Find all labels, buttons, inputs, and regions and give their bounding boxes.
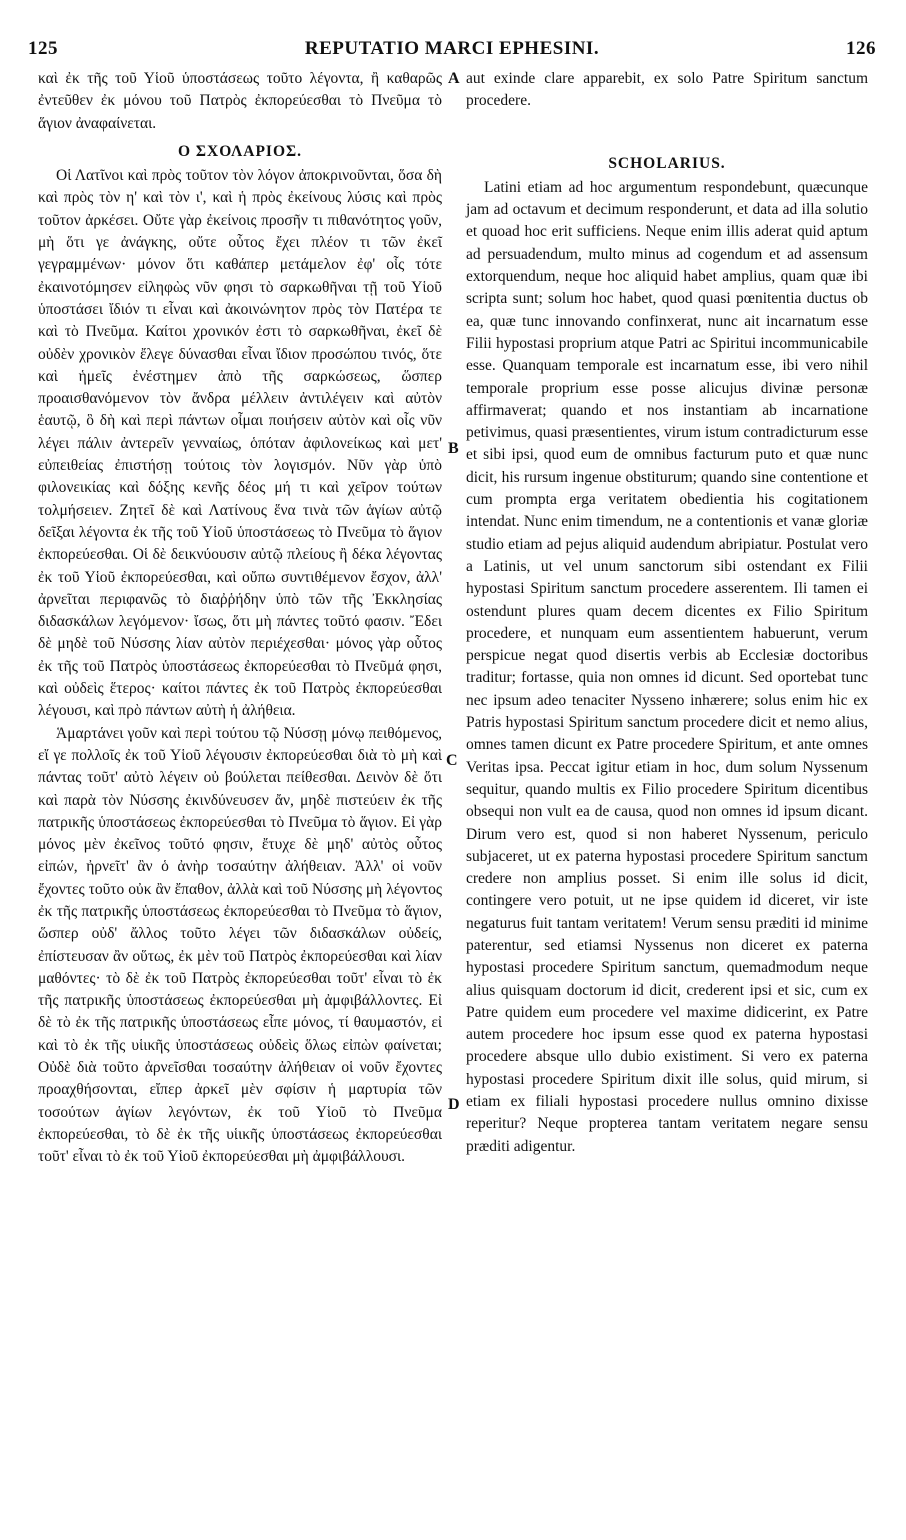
- greek-paragraph-2: Ἁμαρτάνει γοῦν καὶ περὶ τούτου τῷ Νύσσῃ μόνῳ πειθόμενος, εἴ γε πολλοῖς ἐκ τοῦ Υἱοῦ λέγουσιν ἐκπορεύεσθαι διὰ τὸ μὴ καὶ πάντας τοῦτ' αὐτὸ λέγειν οὐ βούλεται πείθεσθαι. Δεινὸν δὲ ὅτι καὶ παρὰ τὸν Νύσσης ἐκινδύνευσεν ἄν, μηδὲ πιστεύειν ἐκ τῆς πατρικῆς ὑποστάσεως ἐκπορεύεσθαι τὸ Πνεῦμα τὸ ἅγιον. Εἰ γὰρ μόνος μὲν ἐκεῖνος τοῦτό φησιν, ἔτυχε δὲ μηδ' αὐτὸς οὗτος εἰπών, ἠρνεῖτ' ἂν ὁ ἀνὴρ τοσαύτην ἀλήθειαν. Ἀλλ' οἱ νοῦν ἔχοντες τοῦτο οὐκ ἂν ἔπαθον, ἀλλὰ καὶ τοῦ Νύσσης μὴ λέγοντος ἐκ τῆς πατρικῆς ὑποστάσεως ἐκπορεύεσθαι τὸ Πνεῦμα τὸ ἅγιον, ὥσπερ οὐδ' ἄλλος τοῦτο λέγει τῶν διδασκάλων οὐδείς, ἐπίστευσαν ἂν οὕτως, ἐκ μὲν τοῦ Πατρὸς ἐκπορεύεσθαι καὶ λίαν μαθόντες· τὸ δὲ ἐκ τοῦ Πατρὸς ἐκπορεύεσθαι τοῦτ' εἶναι τὸ ἐκ τῆς πατρικῆς ὑποστάσεως ἐκπορεύεσθαι μὴ ἀμφιβάλλοντες. Εἰ δὲ τὸ ἐκ τῆς πατρικῆς ὑποστάσεως εἶπε μόνος, τί θαυμαστόν, εἰ καὶ τὸ ἐκ τῆς υἱικῆς ὑποστάσεως οὐδεὶς ὅλως εἰπὼν φαίνεται; Οὐδὲ διὰ τοῦτο ἀρνεῖσθαι τοσαύτην ἀλήθειαν οἱ νοῦν ἔχοντες προαχθήσονται, εἴπερ ἀρκεῖ μὲν σφίσιν ἡ μαρτυρία τῶν τοσούτων ἁγίων λεγόντων, ἐκ τοῦ Υἱοῦ τὸ Πνεῦμα ἐκπορεύεσθαι, τὸ δὲ ἐκ τῆς υἱικῆς ὑποστάσεως ἐκπορεύεσθαι τοῦτ' εἶναι τὸ ἐκ τοῦ Υἱοῦ ἐκπορεύεσθαι μὴ ἀμφιβάλλουσι.: [38, 724, 442, 1166]
- margin-letter-c: C: [446, 752, 458, 769]
- latin-paragraph-1: Latini etiam ad hoc argumentum respondebunt, quæcunque jam ad octavum et decimum responderunt, et data ad illa solutio et quoad hoc erit sufficiens. Neque enim illis aderat quid aptum ad persuadendum, multo minus ad cogendum et ad assensum extorquendum, neque hoc aliquid habet amplius, quam quæ ibi scripta sunt; solum hoc habet, quod quasi pœnitentia ductus ob ea, quæ tunc innovando confinxerat, nunc ait incarnatum esse Filii hypostasi proprium atque Patri ac Spiritui incommunicabile esse. Quanquam temporale est incarnatum esse, ibi vero nihil temporale proprium esse posse alicujus divinæ personæ affirmaverat; quando et nos instantiam ab incarnatione petivimus, quasi præsentientes, virum istum contradicturum esse et sibi ipsi, quod eum de omnibus facturum puto et quæ nunc dicit, his rursum ingenue obstiturum; quando sine contentione et cum prompta erga veritatem obedientia his cogitationem intendat. Nunc enim timendum, ne a contentionis et vanæ gloriæ studio etiam ad pejus aliquid audendum abripiatur. Postulat vero a Latinis, ut vel unum sanctorum sibi ostendant ex Filii hypostasi Spiritum sanctum procedere asserentem. Ili tamen ei ostendunt plures quam decem dicentes ex Filio Spiritum procedere, et nunquam eum assentientem habuerunt, verum perspicue negat quod disertis verbis ab Ecclesiæ doctoribus traditur; fortasse, quia non omnes id dicunt. Sed oportebat tunc nec ipsum adeo tenaciter Nysseno inhærere; solus enim hic ex Patris hypostasi Spiritum sanctum procedere dicit et nemo alius, omnes tamen dicunt ex Patre procedere Spiritum, et ante omnes Veritas ipsa. Peccat igitur etiam in hoc, dum solum Nyssenum sequitur, quando multis ex Filio procedere Spiritum dicentibus obsequi non vult ea de causa, quod non omnes id ipsum dicant. Dirum vero est, quod si non haberet Nyssenum, periculo subjaceret, ut ex paterna hypostasi procedere Spiritum sanctum credere non amplius posset. Si enim ille solus id dicit, contingere vero potuit, ut ne ipse quidem id diceret, vir iste negaturus fuit tantam veritatem! Verum sensu præditi id minime paterentur, sed etiamsi Nyssenus non diceret ex paterna hypostasi procedere Spiritum sanctum, quemadmodum neque alius quisquam doctorum id dicit, crederent ipsi et sic, cum ex Patre quidem eum procedere vel maxime didicerint, ex Patre autem procedere hoc ipsum esse quod ex paterna hypostasi procedere absque ullo dubio existiment. Si vero ex paterna hypostasi procedere Spiritum dixit ille solus, quid mirum, si etiam ex filiali hypostasi procedere nullus omnino dixisse reperitur? Neque propterea tantam veritatem negare sensu præditi adigentur.: [466, 178, 868, 1155]
- running-head: [28, 38, 876, 68]
- greek-intro-text: καὶ ἐκ τῆς τοῦ Υἱοῦ ὑποστάσεως τοῦτο λέγοντα, ἢ καθαρῶς ἐντεῦθεν ἐκ μόνου τοῦ Πατρὸς ἐκπορεύεσθαι τὸ Πνεῦμα τὸ ἅγιον ἀναφαίνεται.: [38, 70, 442, 132]
- margin-letter-b: B: [448, 440, 459, 457]
- running-title: REPUTATIO MARCI EPHESINI.: [304, 38, 600, 59]
- margin-letter-d: D: [448, 1096, 460, 1113]
- left-page-number: 125: [28, 38, 58, 59]
- greek-section-heading: Ο ΣΧΟΛΑΡΙΟΣ.: [177, 142, 303, 160]
- greek-paragraph-1: Οἱ Λατῖνοι καὶ πρὸς τοῦτον τὸν λόγον ἀποκρινοῦνται, ὅσα δὴ καὶ πρὸς τὸν η' καὶ τὸν ι', καὶ ἡ πρὸς ἐκείνους λύσις καὶ πρὸς τοῦτον ἀρκέσει. Οὔτε γὰρ ἐκείνοις προσῆν τι πιθανότητος γοῦν, μὴ ὅτι γε ἀνάγκης, οὔτε οὗτος ἔχει πλέον τι τῶν ἐκεῖ γεγραμμένων· μόνον ὅτι καθάπερ μετάμελον ἐφ' οἷς τότε ἐκαινοτόμησεν εἰληφὼς νῦν φησι τὸ σαρκωθῆναι τῇ τοῦ Υἱοῦ ὑποστάσει ἴδιόν τι εἶναι καὶ ἀκοινώνητον πρὸς τὸν Πατέρα τε καὶ τὸ Πνεῦμα. Καίτοι χρονικόν ἐστι τὸ σαρκωθῆναι, ἐκεῖ δὲ οὐδὲν χρονικὸν ἔλεγε δύνασθαι εἶναι ἴδιον προσώπου τινός, ὅτε καὶ ἡμεῖς ἐνέστημεν ἀπὸ τῆς σαρκώσεως, ὥσπερ προαισθανόμενον τὸν ἄνδρα μέλλειν ἀντιλέγειν καὶ αὐτὸν ἑαυτῷ, ὃ δὴ καὶ περὶ πάντων οἶμαι ποιήσειν αὐτὸν καὶ οἷς νῦν λέγει πάλιν ἀντερεῖν γενναίως, ὁπόταν ἀφιλονείκως καὶ μετ' εὐπειθείας ἐπιστήσῃ τούτοις τὸν λογισμόν. Νῦν γὰρ ὑπὸ φιλονεικίας καὶ δόξης κενῆς δέος μή τι καὶ χεῖρον τούτων τολμήσειεν. Ζητεῖ δὲ καὶ Λατίνους ἕνα τινὰ τῶν ἁγίων αὐτῷ δεῖξαι λέγοντα ἐκ τῆς τοῦ Υἱοῦ ὑποστάσεως τὸ Πνεῦμα τὸ ἅγιον ἐκπορεύεσθαι. Οἱ δὲ δεικνύουσιν αὐτῷ πλείους ἢ δέκα λέγοντας ἐκ τοῦ Υἱοῦ ἐκπορεύεσθαι, καὶ οὔπω συντιθέμενον ἔσχον, ἀλλ' ἀρνεῖται περιφανῶς τὸ διαῤῥήδην ὑπὸ τῶν τῆς Ἐκκλησίας διδασκάλων λεγόμενον· ἴσως, ὅτι μὴ πάντες τοῦτό φασιν. Ἔδει δὲ μηδὲ τοῦ Νύσσης λίαν αὐτὸν περιέχεσθαι· μόνος γὰρ οὗτος ἐκ τῆς τοῦ Πατρὸς ὑποστάσεως ἐκπορεύεσθαι τὸ Πνεῦμά φησι, καὶ οὐδεὶς ἕτερος· καίτοι πάντες ἐκ τοῦ Πατρὸς ἐκπορεύεσθαι λέγουσι, καὶ πρὸ πάντων αὐτὴ ἡ ἀλήθεια.: [38, 167, 442, 720]
- latin-intro-text: aut exinde clare apparebit, ex solo Patre Spiritum sanctum procedere.: [466, 70, 868, 110]
- greek-column: [38, 68, 442, 1169]
- right-page-number: 126: [846, 38, 876, 59]
- margin-letter-a: A: [448, 70, 460, 87]
- latin-section-heading: SCHOLARIUS.: [608, 154, 726, 172]
- latin-column: [466, 68, 868, 1158]
